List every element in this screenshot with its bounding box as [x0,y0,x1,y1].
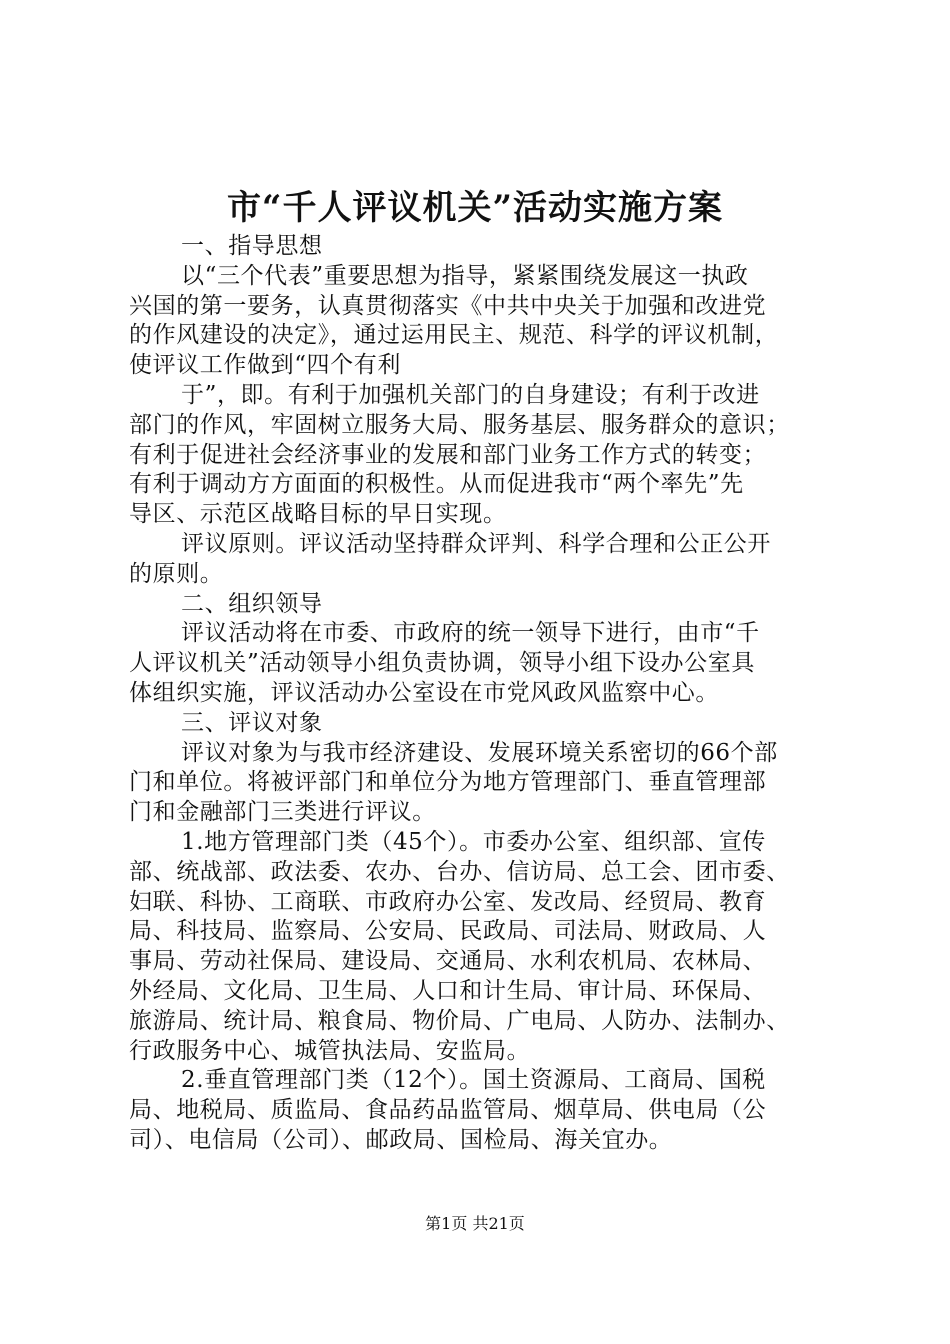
document-body [129,232,829,1156]
paragraph-line: 以“三个代表”重要思想为指导，紧紧围绕发展这一执政 [181,262,749,289]
paragraph-line: 评议原则。评议活动坚持群众评判、科学合理和公正公开 [181,530,771,557]
paragraph-line: 评议对象为与我市经济建设、发展环境关系密切的66个部 [181,739,778,766]
paragraph-line: 局、科技局、监察局、公安局、民政局、司法局、财政局、人 [129,918,767,945]
paragraph-line: 体组织实施，评议活动办公室设在市党风政风监察中心。 [129,679,719,706]
paragraph-line: 2.垂直管理部门类（12个）。国土资源局、工商局、国税 [181,1067,766,1094]
section-heading: 二、组织领导 [181,590,323,617]
paragraph-line: 外经局、文化局、卫生局、人口和计生局、审计局、环保局、 [129,977,767,1004]
paragraph-line: 有利于调动方方面面的积极性。从而促进我市“两个率先”先 [129,471,744,498]
section-heading: 一、指导思想 [181,233,323,259]
paragraph-line: 部门的作风，牢固树立服务大局、服务基层、服务群众的意识； [129,411,790,438]
paragraph-line: 使评议工作做到“四个有利 [129,352,401,379]
paragraph-line: 人评议机关”活动领导小组负责协调，领导小组下设办公室具 [129,650,755,677]
paragraph-line: 妇联、科协、工商联、市政府办公室、发改局、经贸局、教育 [129,888,767,915]
paragraph-line: 的原则。 [129,560,224,587]
section-heading: 三、评议对象 [181,709,323,736]
paragraph-line: 门和金融部门三类进行评议。 [129,799,436,826]
paragraph-line: 部、统战部、政法委、农办、台办、信访局、总工会、团市委、 [129,858,790,885]
paragraph-line: 于”，即。有利于加强机关部门的自身建设；有利于改进 [181,381,760,408]
document-title: 市“千人评议机关”活动实施方案 [226,188,724,228]
paragraph-line: 门和单位。将被评部门和单位分为地方管理部门、垂直管理部 [129,769,767,796]
paragraph-line: 事局、劳动社保局、建设局、交通局、水利农机局、农林局、 [129,948,767,975]
paragraph-line: 行政服务中心、城管执法局、安监局。 [129,1037,531,1064]
paragraph-line: 有利于促进社会经济事业的发展和部门业务工作方式的转变； [129,441,767,468]
paragraph-line: 1.地方管理部门类（45个）。市委办公室、组织部、宣传 [181,828,766,855]
paragraph-line: 的作风建设的决定》，通过运用民主、规范、科学的评议机制， [129,322,779,349]
paragraph-line: 旅游局、统计局、粮食局、物价局、广电局、人防办、法制办、 [129,1007,790,1034]
page-footer: 第1页 共21页 [425,1214,525,1233]
paragraph-line: 局、地税局、质监局、食品药品监管局、烟草局、供电局（公 [129,1097,767,1124]
paragraph-line: 司）、电信局（公司）、邮政局、国检局、海关宜办。 [129,1126,673,1153]
paragraph-line: 导区、示范区战略目标的早日实现。 [129,501,507,528]
paragraph-line: 兴国的第一要务，认真贯彻落实《中共中央关于加强和改进党 [129,292,767,319]
paragraph-line: 评议活动将在市委、市政府的统一领导下进行，由市“千 [181,620,760,647]
